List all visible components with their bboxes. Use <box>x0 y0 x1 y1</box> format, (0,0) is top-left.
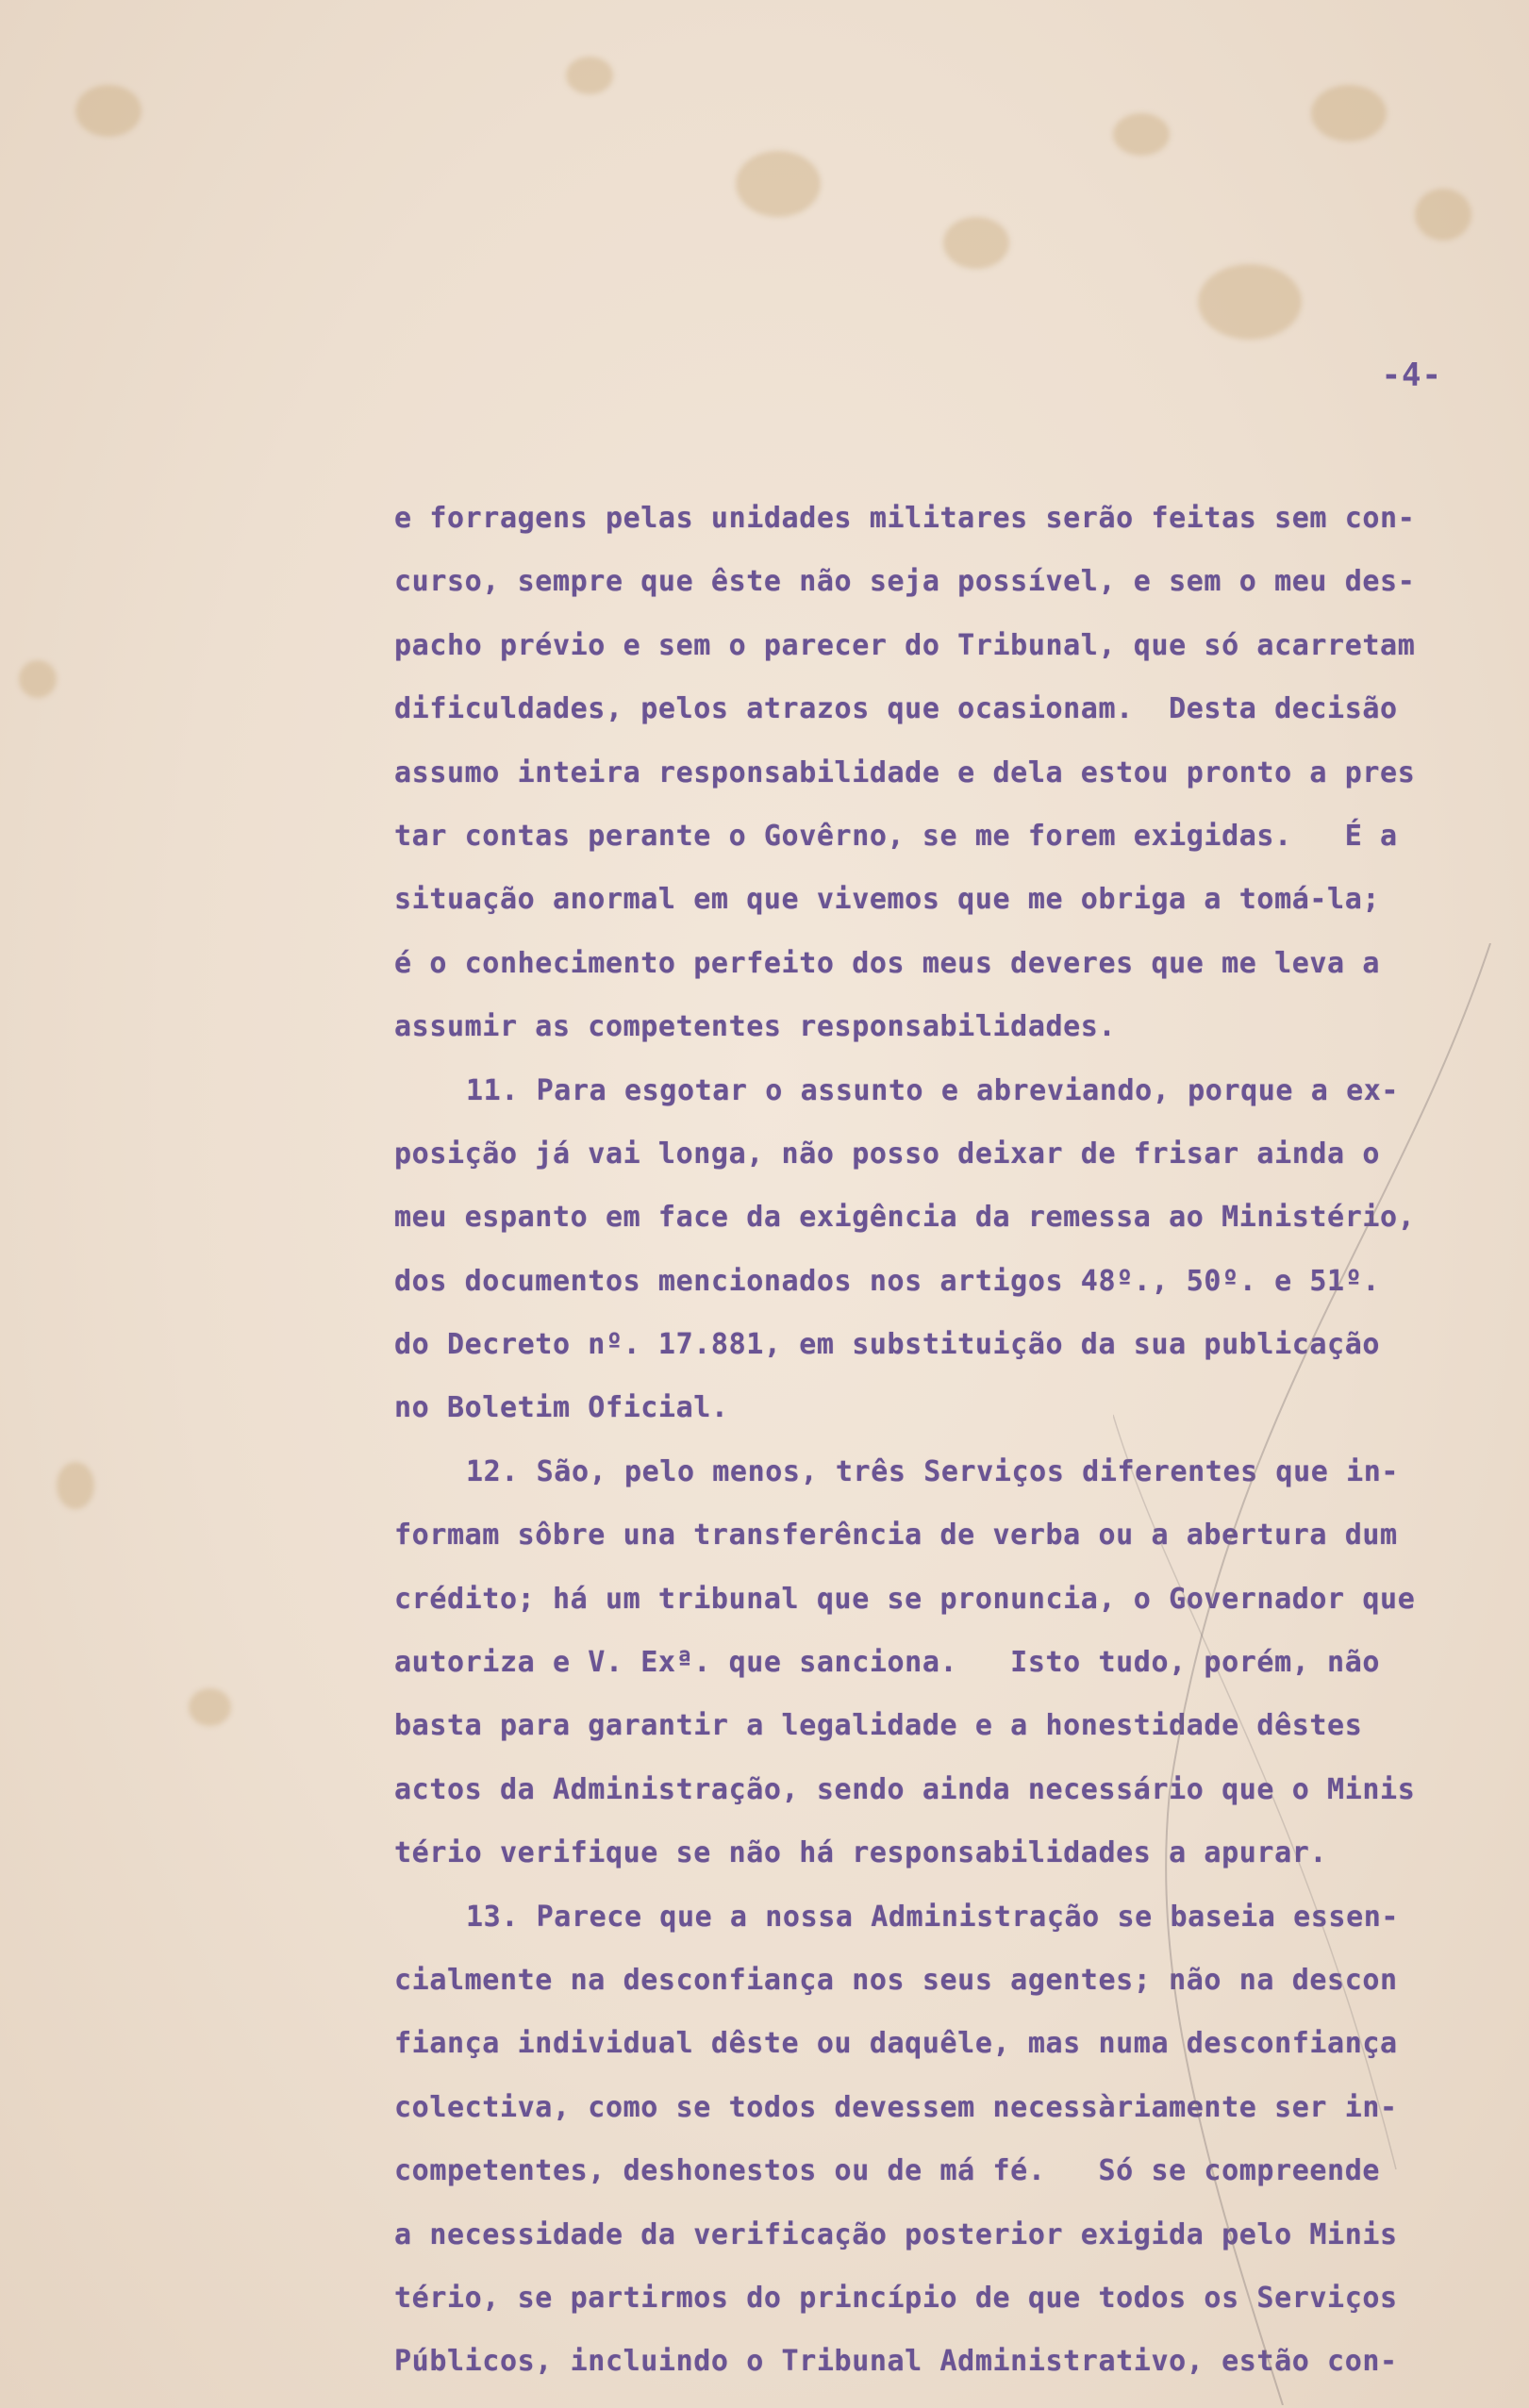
foxing-spot <box>1415 189 1471 241</box>
page-number: -4- <box>1381 357 1442 394</box>
text-line: é o conhecimento perfeito dos meus deveres que me leva a <box>394 946 1381 980</box>
foxing-spot <box>566 57 613 94</box>
text-line: meu espanto em face da exigência da remessa ao Ministério, <box>394 1201 1416 1235</box>
foxing-spot <box>57 1462 94 1509</box>
text-line: no Boletim Oficial. <box>394 1391 729 1425</box>
text-line: 13. Parece que a nossa Administração se baseia essen- <box>466 1900 1400 1934</box>
foxing-spot <box>1198 264 1302 340</box>
foxing-spot <box>1311 85 1387 141</box>
text-line: colectiva, como se todos devessem necessàriamente ser in- <box>394 2090 1398 2124</box>
text-line: basta para garantir a legalidade e a honestidade dêstes <box>394 1709 1363 1743</box>
text-line: 11. Para esgotar o assunto e abreviando, porque a ex- <box>466 1073 1400 1107</box>
text-line: 12. São, pelo menos, três Serviços diferentes que in- <box>466 1454 1400 1488</box>
text-line: do Decreto nº. 17.881, em substituição da sua publicação <box>394 1328 1381 1362</box>
text-line: assumir as competentes responsabilidades. <box>394 1010 1117 1044</box>
text-line: pacho prévio e sem o parecer do Tribunal, que só acarretam <box>394 628 1416 662</box>
text-line: Públicos, incluindo o Tribunal Administrativo, estão con- <box>394 2345 1398 2379</box>
text-line: tério, se partirmos do princípio de que todos os Serviços <box>394 2281 1398 2315</box>
text-line: curso, sempre que êste não seja possível, e sem o meu des- <box>394 565 1416 599</box>
foxing-spot <box>75 85 141 137</box>
text-line: dificuldades, pelos atrazos que ocasionam. Desta decisão <box>394 692 1398 726</box>
text-line: situação anormal em que vivemos que me obriga a tomá-la; <box>394 883 1381 917</box>
body-text <box>394 487 1507 2394</box>
text-line: tar contas perante o Govêrno, se me forem exigidas. É a <box>394 819 1398 853</box>
text-line: assumo inteira responsabilidade e dela estou pronto a pres <box>394 756 1416 789</box>
text-line: competentes, deshonestos ou de má fé. Só se compreende <box>394 2154 1381 2188</box>
text-line: crédito; há um tribunal que se pronuncia, o Governador que <box>394 1582 1416 1616</box>
foxing-spot <box>1113 113 1170 156</box>
text-line: posição já vai longa, não posso deixar de frisar ainda o <box>394 1137 1381 1171</box>
foxing-spot <box>189 1688 231 1726</box>
text-line: tério verifique se não há responsabilidades a apurar. <box>394 1836 1328 1870</box>
text-line: fiança individual dêste ou daquêle, mas numa desconfiança <box>394 2027 1398 2061</box>
foxing-spot <box>943 217 1009 269</box>
text-line: autoriza e V. Exª. que sanciona. Isto tudo, porém, não <box>394 1646 1381 1680</box>
text-line: cialmente na desconfiança nos seus agentes; não na descon <box>394 1963 1398 1997</box>
foxing-spot <box>19 660 57 698</box>
text-line: actos da Administração, sendo ainda necessário que o Minis <box>394 1772 1416 1806</box>
text-line: a necessidade da verificação posterior exigida pelo Minis <box>394 2217 1398 2251</box>
foxing-spot <box>736 151 821 217</box>
text-line: e forragens pelas unidades militares serão feitas sem con- <box>394 502 1416 535</box>
text-line: dos documentos mencionados nos artigos 48º., 50º. e 51º. <box>394 1264 1381 1298</box>
text-line: formam sôbre una transferência de verba ou a abertura dum <box>394 1519 1398 1553</box>
